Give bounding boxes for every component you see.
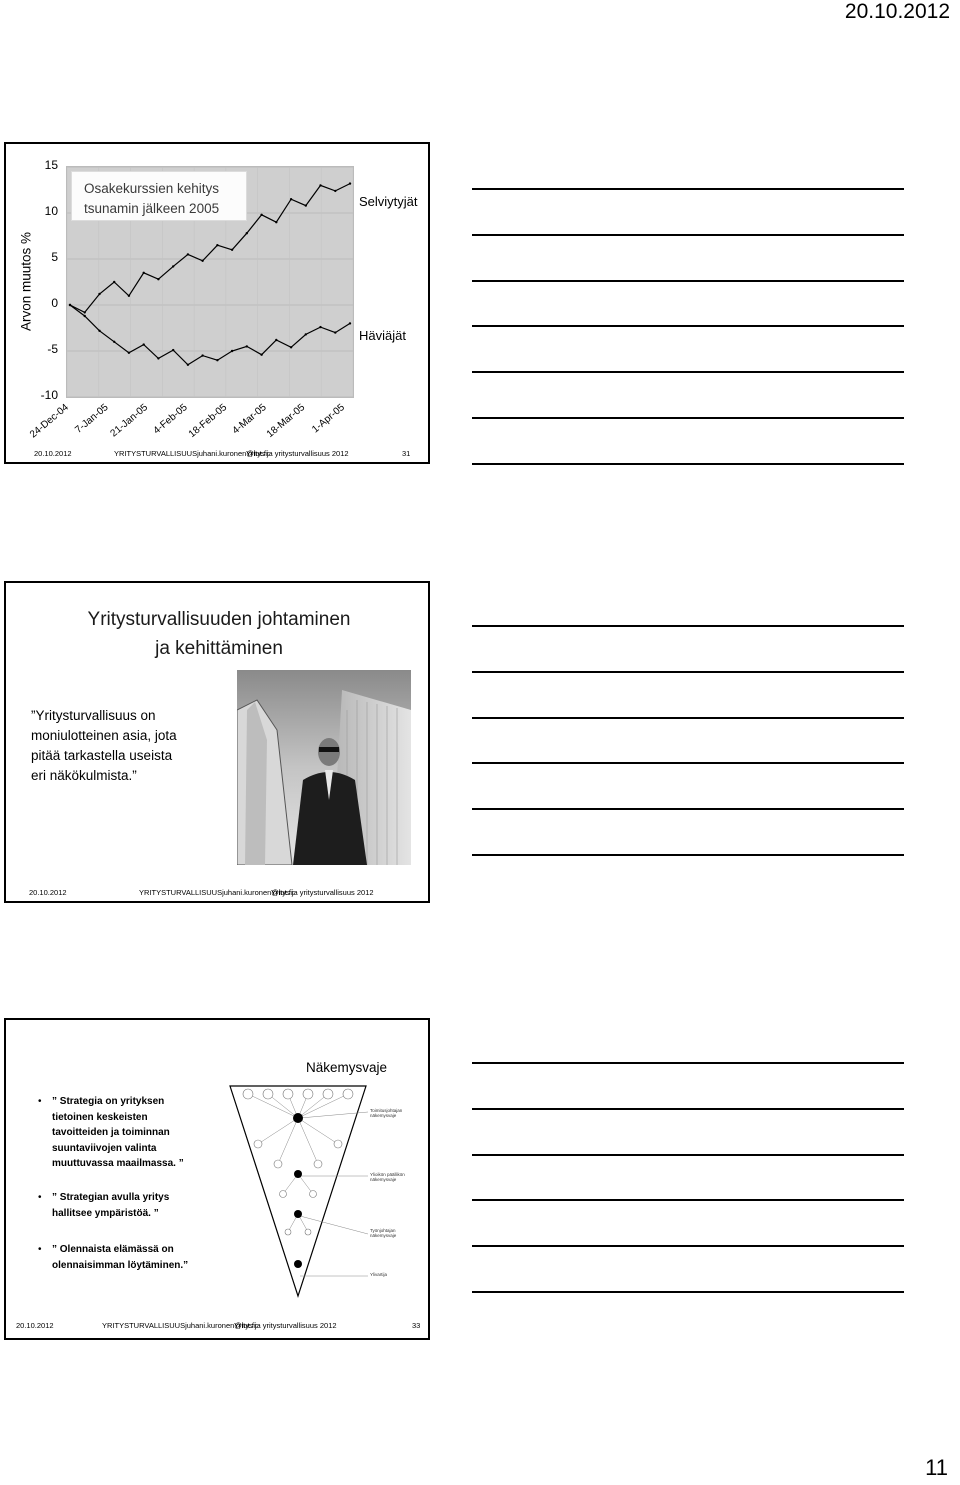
bullet-line: suuntaviivojen valinta [52, 1142, 157, 1154]
x-tick-label: 4-Mar-05 [230, 402, 269, 437]
note-line [472, 234, 904, 236]
data-point [305, 333, 307, 335]
note-line [472, 671, 904, 673]
bullet-line: olennaisimman löytäminen.” [52, 1259, 189, 1271]
x-tick-label: 18-Feb-05 [186, 402, 229, 441]
note-line [472, 1154, 904, 1156]
data-point [113, 341, 115, 343]
note-line [472, 188, 904, 190]
series-line-2 [70, 305, 350, 365]
note-line [472, 762, 904, 764]
x-tick-label: 18-Mar-05 [265, 402, 308, 441]
data-point [128, 295, 130, 297]
y-tick-label: -5 [47, 342, 58, 356]
bullet-3 [52, 1242, 188, 1273]
slide-footer-date: 20.10.2012 [29, 888, 67, 897]
quote-line: moniulotteinen asia, jota [31, 728, 177, 743]
data-point [319, 184, 321, 186]
data-point [201, 354, 203, 356]
slide-footer-date: 20.10.2012 [16, 1321, 54, 1330]
y-tick-label: 10 [44, 204, 58, 218]
slide-footer-author: YRITYSTURVALLISUUSjuhani.kuronen@lut.fi: [102, 1321, 258, 1330]
slide-number: 31 [402, 449, 411, 458]
y-tick-label: 0 [51, 296, 58, 310]
data-point [305, 204, 307, 206]
data-point [334, 331, 336, 333]
vision-gap-diagram [228, 1064, 432, 1300]
chart-title: Osakekurssien kehitys tsunamin jälkeen 2005 [84, 181, 220, 216]
bullet-marker: • [38, 1192, 42, 1203]
data-point [246, 345, 248, 347]
bullet-marker: • [38, 1244, 42, 1255]
bullet-line: ” Strategia on yrityksen [52, 1096, 165, 1107]
y-tick-label: 5 [51, 250, 58, 264]
data-point [216, 244, 218, 246]
note-line [472, 808, 904, 810]
note-line [472, 417, 904, 419]
legend-haviajat: Häviäjät [359, 328, 406, 343]
x-tick-label: 7-Jan-05 [73, 402, 111, 436]
y-axis-label: Arvon muutos % [18, 231, 34, 332]
data-point [231, 249, 233, 251]
data-point [275, 221, 277, 223]
quote-line: ”Yritysturvallisuus on [31, 708, 156, 723]
slide-title [6, 605, 432, 663]
data-point [349, 182, 351, 184]
diagram-label-2b: näkemysvaje [370, 1177, 397, 1182]
note-line [472, 1199, 904, 1201]
diagram-label-4: Ylivartija [370, 1272, 388, 1277]
slide-footer-author: YRITYSTURVALLISUUSjuhani.kuronen@lut.fi: [139, 888, 295, 897]
data-point [260, 354, 262, 356]
bullet-line: tietoinen keskeisten [52, 1111, 148, 1123]
bullet-line: ” Olennaista elämässä on [52, 1244, 174, 1255]
bullet-line: muuttuvassa maailmassa. ” [52, 1158, 184, 1169]
data-point [349, 322, 351, 324]
data-point [84, 311, 86, 313]
page-number: 11 [925, 1455, 948, 1480]
slide-title-line1: Yritysturvallisuuden johtaminen [87, 609, 351, 630]
data-point [98, 330, 100, 332]
page-date: 20.10.2012 [844, 0, 950, 23]
diagram-label-1b: näkemysvaje [370, 1113, 397, 1118]
data-point [187, 364, 189, 366]
bullet-1 [52, 1094, 184, 1172]
y-tick-label: -10 [40, 388, 58, 402]
legend-selviytyjat: Selviytyjät [359, 194, 418, 209]
note-line [472, 1108, 904, 1110]
chart-plot-area [66, 166, 354, 398]
chart-title-box [71, 171, 247, 221]
note-line [472, 463, 904, 465]
slide-32 [4, 581, 430, 903]
data-point [231, 350, 233, 352]
bullet-marker: • [38, 1096, 42, 1107]
note-line [472, 280, 904, 282]
slide-footer-date: 20.10.2012 [34, 449, 72, 458]
diagram-label-1: Toimitusjohtajan [370, 1108, 403, 1113]
note-line [472, 325, 904, 327]
quote-line: eri näkökulmista.” [31, 768, 137, 783]
bullet-line: hallitsee ympäristöä. ” [52, 1207, 159, 1219]
x-tick-label: 21-Jan-05 [108, 402, 150, 440]
x-tick-label: 4-Feb-05 [151, 402, 190, 437]
bullet-line: tavoitteiden ja toiminnan [52, 1127, 170, 1138]
slide-footer-course: Yritys ja yritysturvallisuus 2012 [234, 1321, 337, 1330]
data-point [172, 349, 174, 351]
slide-33 [4, 1018, 430, 1340]
bullet-line: ” Strategian avulla yritys [52, 1192, 170, 1203]
data-point [187, 253, 189, 255]
data-point [128, 352, 130, 354]
data-point [201, 260, 203, 262]
data-point [290, 346, 292, 348]
x-tick-label: 24-Dec-04 [28, 402, 72, 441]
slide-number: 33 [412, 1321, 421, 1330]
data-point [113, 281, 115, 283]
quote-line: pitää tarkastella useista [31, 748, 173, 763]
slide-footer-author: YRITYSTURVALLISUUSjuhani.kuronen@lut.fi: [114, 449, 270, 458]
note-line [472, 1062, 904, 1064]
note-line [472, 625, 904, 627]
y-tick-label: 15 [44, 158, 58, 172]
data-point [216, 359, 218, 361]
note-line [472, 371, 904, 373]
slide-footer-course: Yritys ja yritysturvallisuus 2012 [271, 888, 374, 897]
diagram-label-2: Ylioikön päällikön [370, 1172, 405, 1177]
data-point [98, 293, 100, 295]
bullet-2 [52, 1190, 169, 1221]
slide-title-line2: ja kehittäminen [155, 638, 283, 659]
note-line [472, 1291, 904, 1293]
data-point [84, 315, 86, 317]
data-point [334, 190, 336, 192]
note-line [472, 717, 904, 719]
data-point [172, 265, 174, 267]
data-point [143, 272, 145, 274]
businessman-photo [237, 670, 411, 865]
diagram-label-3: Työnjohtajan [370, 1228, 396, 1233]
data-point [290, 198, 292, 200]
slide-title: Näkemysvaje [306, 1060, 388, 1075]
note-line [472, 1245, 904, 1247]
data-point [319, 326, 321, 328]
data-point [143, 343, 145, 345]
slide-footer-course: Yritys ja yritysturvallisuus 2012 [246, 449, 349, 458]
slide-31 [4, 142, 430, 464]
x-tick-label: 1-Apr-05 [310, 402, 348, 436]
note-line [472, 854, 904, 856]
data-point [157, 357, 159, 359]
quote-text [31, 706, 177, 786]
data-point [246, 232, 248, 234]
diagram-label-3b: näkemysvaje [370, 1233, 397, 1238]
data-point [260, 214, 262, 216]
data-point [69, 304, 71, 306]
data-point [275, 339, 277, 341]
data-point [157, 278, 159, 280]
